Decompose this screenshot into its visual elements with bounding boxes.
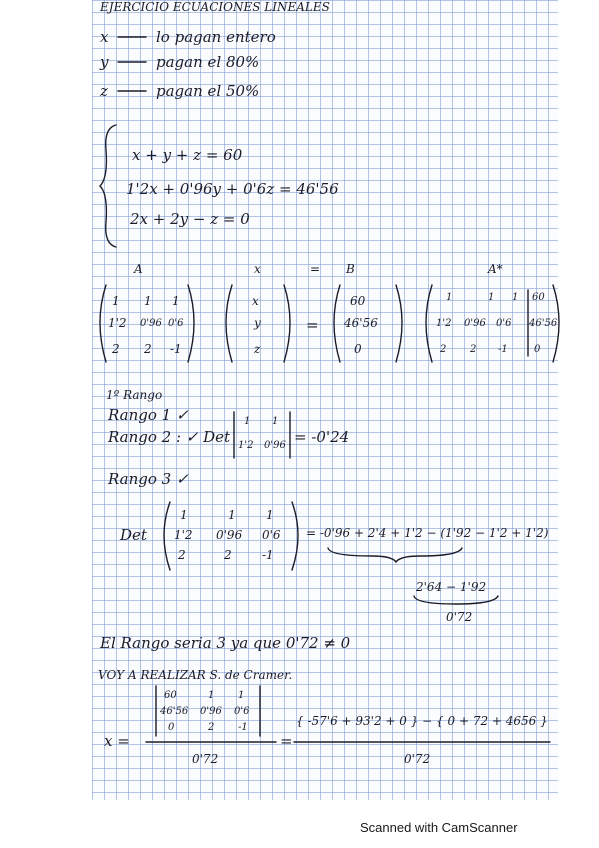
astar-cell: 60 <box>532 292 545 303</box>
cramer-cell: 46'56 <box>160 706 189 717</box>
rango-2: Rango 2 : ✓ Det <box>108 428 231 446</box>
equals-sign: = <box>306 316 319 334</box>
cramer-cell: 0 <box>168 722 175 733</box>
label-b: B <box>346 262 355 276</box>
det3-cell: 1'2 <box>174 528 193 542</box>
det3-partial: 2'64 − 1'92 <box>416 580 487 594</box>
a-cell: 0'6 <box>168 318 184 329</box>
vx-cell: x <box>252 294 259 308</box>
astar-cell: 46'56 <box>529 318 558 329</box>
variable-x: x <box>100 28 109 46</box>
a-cell: 1 <box>172 294 180 308</box>
matrix-astar-paren-left <box>426 285 432 362</box>
a-cell: 2 <box>144 342 152 356</box>
det2-cell: 1 <box>272 416 279 427</box>
system-eq2: 1'2x + 0'96y + 0'6z = 46'56 <box>126 180 339 198</box>
cramer-cell: -1 <box>238 722 248 733</box>
vector-b-paren-right <box>396 285 402 362</box>
astar-cell: 1'2 <box>436 318 452 329</box>
det2-cell: 0'96 <box>264 440 286 451</box>
astar-cell: 1 <box>488 292 495 303</box>
scanner-watermark: Scanned with CamScanner <box>360 820 518 835</box>
variable-z: z <box>100 82 108 100</box>
astar-cell: -1 <box>498 344 508 355</box>
a-cell: 1 <box>144 294 152 308</box>
det3-expr: = -0'96 + 2'4 + 1'2 − (1'92 − 1'2 + 1'2) <box>306 526 549 540</box>
partial-underbrace <box>414 596 498 604</box>
det3-cell: 1 <box>266 508 274 522</box>
det3-cell: 0'6 <box>262 528 281 542</box>
vb-cell: 0 <box>354 342 362 356</box>
astar-cell: 0'6 <box>496 318 512 329</box>
cramer-cell: 2 <box>208 722 215 733</box>
label-a: A <box>134 262 143 276</box>
astar-cell: 2 <box>440 344 447 355</box>
heading: EJERCICIO ECUACIONES LINEALES <box>100 0 330 14</box>
det3-cell: 0'96 <box>216 528 243 542</box>
rango-3: Rango 3 ✓ <box>108 470 189 488</box>
variable-x-desc: lo pagan entero <box>156 28 276 46</box>
astar-cell: 0'96 <box>464 318 486 329</box>
cramer-eq: = <box>280 732 293 750</box>
system-brace <box>100 125 116 247</box>
system-eq1: x + y + z = 60 <box>132 146 243 164</box>
a-cell: 1'2 <box>108 316 127 330</box>
matrix-a-paren-left <box>100 285 106 362</box>
a-cell: 0'96 <box>140 318 162 329</box>
det3-cell: 1 <box>180 508 188 522</box>
det3-underbrace <box>328 548 462 562</box>
astar-cell: 1 <box>512 292 519 303</box>
det3-cell: 2 <box>224 548 232 562</box>
method: VOY A REALIZAR S. de Cramer. <box>98 668 293 682</box>
cramer-x-label: x = <box>104 732 130 750</box>
cramer-cell: 0'6 <box>234 706 250 717</box>
label-x: x <box>254 262 261 276</box>
cramer-numer: { -57'6 + 93'2 + 0 } − { 0 + 72 + 4656 } <box>296 714 548 728</box>
vector-b-paren-left <box>334 285 340 362</box>
rango-title: 1º Rango <box>106 388 163 402</box>
system-eq3: 2x + 2y − z = 0 <box>130 210 250 228</box>
cramer-den2: 0'72 <box>404 752 431 766</box>
rango-2-result: = -0'24 <box>294 428 350 446</box>
det2-cell: 1 <box>244 416 251 427</box>
cramer-cell: 60 <box>164 690 177 701</box>
variable-y-desc: pagan el 80% <box>156 53 260 71</box>
astar-cell: 1 <box>446 292 453 303</box>
det3-result: 0'72 <box>446 610 473 624</box>
vx-cell: z <box>254 342 261 356</box>
cramer-cell: 1 <box>208 690 215 701</box>
det2-cell: 1'2 <box>238 440 254 451</box>
astar-cell: 0 <box>534 344 541 355</box>
vector-x-paren-left <box>226 285 232 362</box>
det3-label: Det <box>120 526 147 544</box>
rango-1: Rango 1 ✓ <box>108 406 189 424</box>
variable-z-desc: pagan el 50% <box>156 82 260 100</box>
det3-paren-right <box>292 502 298 570</box>
cramer-den1: 0'72 <box>192 752 219 766</box>
label-astar: A* <box>488 262 503 276</box>
cramer-cell: 0'96 <box>200 706 222 717</box>
det3-cell: 1 <box>228 508 236 522</box>
cramer-cell: 1 <box>238 690 245 701</box>
conclusion: El Rango seria 3 ya que 0'72 ≠ 0 <box>100 634 351 652</box>
vx-cell: y <box>254 316 261 330</box>
astar-cell: 2 <box>470 344 477 355</box>
variable-y: y <box>100 53 109 71</box>
a-cell: 1 <box>112 294 120 308</box>
vector-x-paren-right <box>284 285 290 362</box>
a-cell: 2 <box>112 342 120 356</box>
matrix-a-paren-right <box>188 285 194 362</box>
det3-cell: -1 <box>262 548 274 562</box>
vb-cell: 60 <box>350 294 366 308</box>
det3-paren-left <box>164 502 170 570</box>
a-cell: -1 <box>170 342 182 356</box>
label-eq: = <box>310 262 321 276</box>
det3-cell: 2 <box>178 548 186 562</box>
vb-cell: 46'56 <box>344 316 378 330</box>
